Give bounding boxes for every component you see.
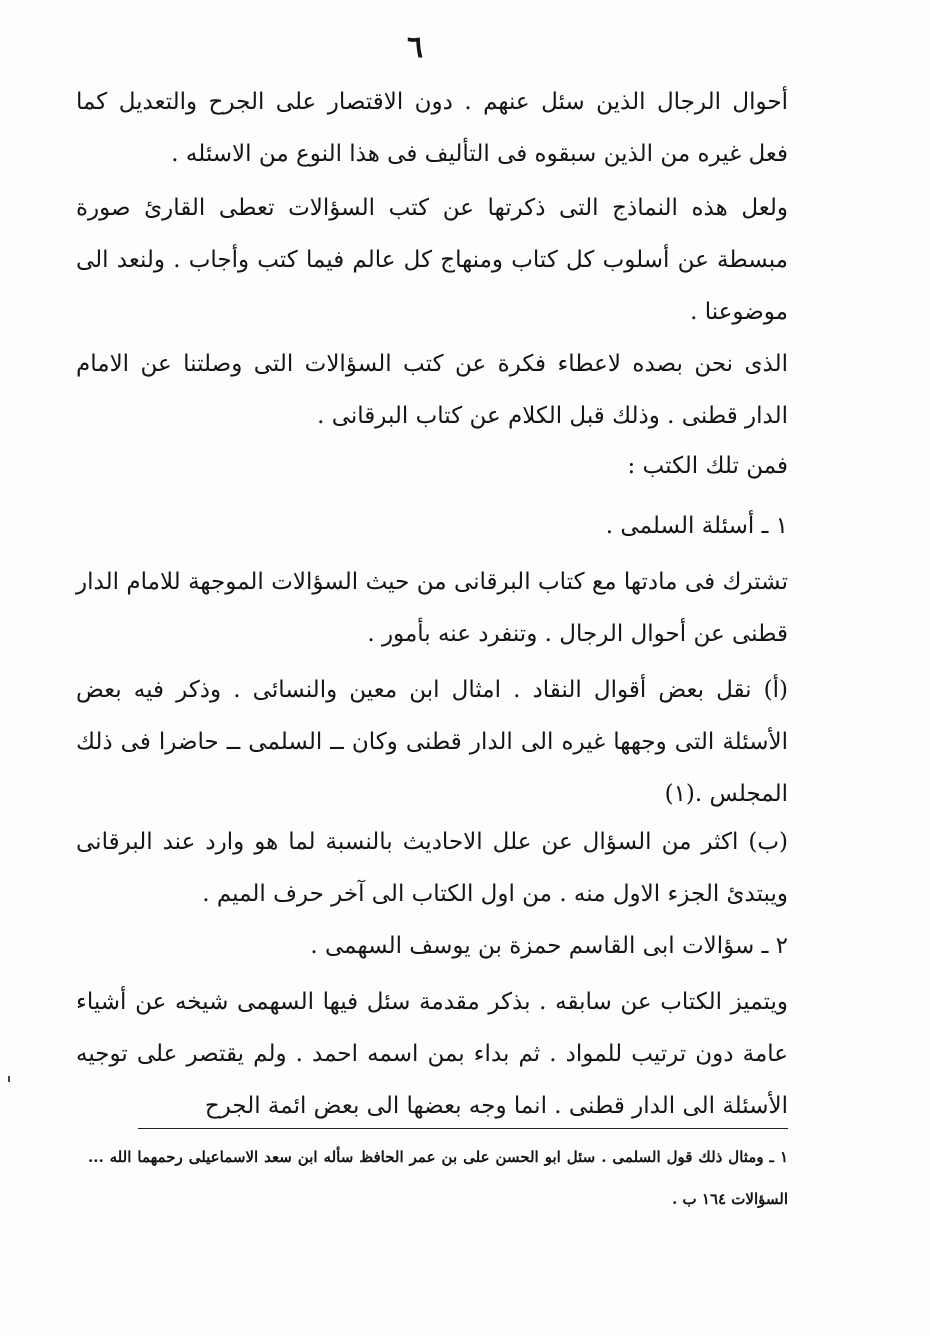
page-number: ٦ [406, 30, 424, 65]
sub-point-text: (ب) اكثر من السؤال عن علل الاحاديث بالنسبة لما هو وارد عند البرقانى ويبتدئ الجزء الاول منه . من اول الكتاب الى آخر حرف الميم . [76, 829, 788, 907]
paragraph-text: ويتميز الكتاب عن سابقه . بذكر مقدمة سئل فيها السهمى شيخه عن أشياء عامة دون ترتيب للمواد . ثم بداء بمن اسمه احمد . ولم يقتصر على توجيه الأسئلة الى الدار قطنى . انما وجه بعضها الى بعض ائمة الجرح [76, 989, 788, 1119]
paragraph-sahmi-description [76, 976, 788, 1132]
paragraph-purpose [76, 338, 788, 442]
paragraph-text: تشترك فى مادتها مع كتاب البرقانى من حيث السؤالات الموجهة للامام الدار قطنى عن أحوال الرجال . وتنفرد عنه بأمور . [76, 569, 788, 647]
paragraph-text: الذى نحن بصده لاعطاء فكرة عن كتب السؤالات التى وصلتنا عن الامام الدار قطنى . وذلك قبل الكلام عن كتاب البرقانى . [76, 351, 788, 429]
list-item-title: ٢ ـ سؤالات ابى القاسم حمزة بن يوسف السهمى . [310, 933, 788, 959]
sub-point-a [76, 664, 788, 820]
list-item-title: ١ ـ أسئلة السلمى . [605, 513, 788, 539]
paragraph-rijal-conditions [76, 76, 788, 180]
paragraph-text: أحوال الرجال الذين سئل عنهم . دون الاقتصار على الجرح والتعديل كما فعل غيره من الذين سبقوه فى التأليف فى هذا النوع من الاسئله . [76, 89, 788, 167]
footnote-divider [138, 1128, 788, 1129]
paragraph-models-summary [76, 182, 788, 338]
footnote [88, 1136, 788, 1220]
paragraph-sulami-description [76, 556, 788, 660]
sub-point-b [76, 816, 788, 920]
sub-point-text: (أ) نقل بعض أقوال النقاد . امثال ابن معين والنسائى . وذكر فيه بعض الأسئلة التى وجهها غيره الى الدار قطنى وكان ــ السلمى ــ حاضرا فى ذلك المجلس .(١) [76, 677, 788, 807]
list-item-heading-1 [388, 500, 788, 552]
scan-artifact [8, 1076, 10, 1082]
paragraph-text: ولعل هذه النماذج التى ذكرتها عن كتب السؤالات تعطى القارئ صورة مبسطة عن أسلوب كل كتاب ومنهاج كل عالم فيما كتب وأجاب . ولنعد الى موضوعنا . [76, 195, 788, 325]
list-item-heading-2 [188, 920, 788, 972]
list-intro-text: فمن تلك الكتب : [627, 453, 788, 479]
list-intro [388, 440, 788, 492]
footnote-text: ١ ـ ومثال ذلك قول السلمى . سئل ابو الحسن على بن عمر الحافظ سأله ابن سعد الاسماعيلى رحمهما الله ... السؤالات ١٦٤ ب . [88, 1148, 788, 1208]
